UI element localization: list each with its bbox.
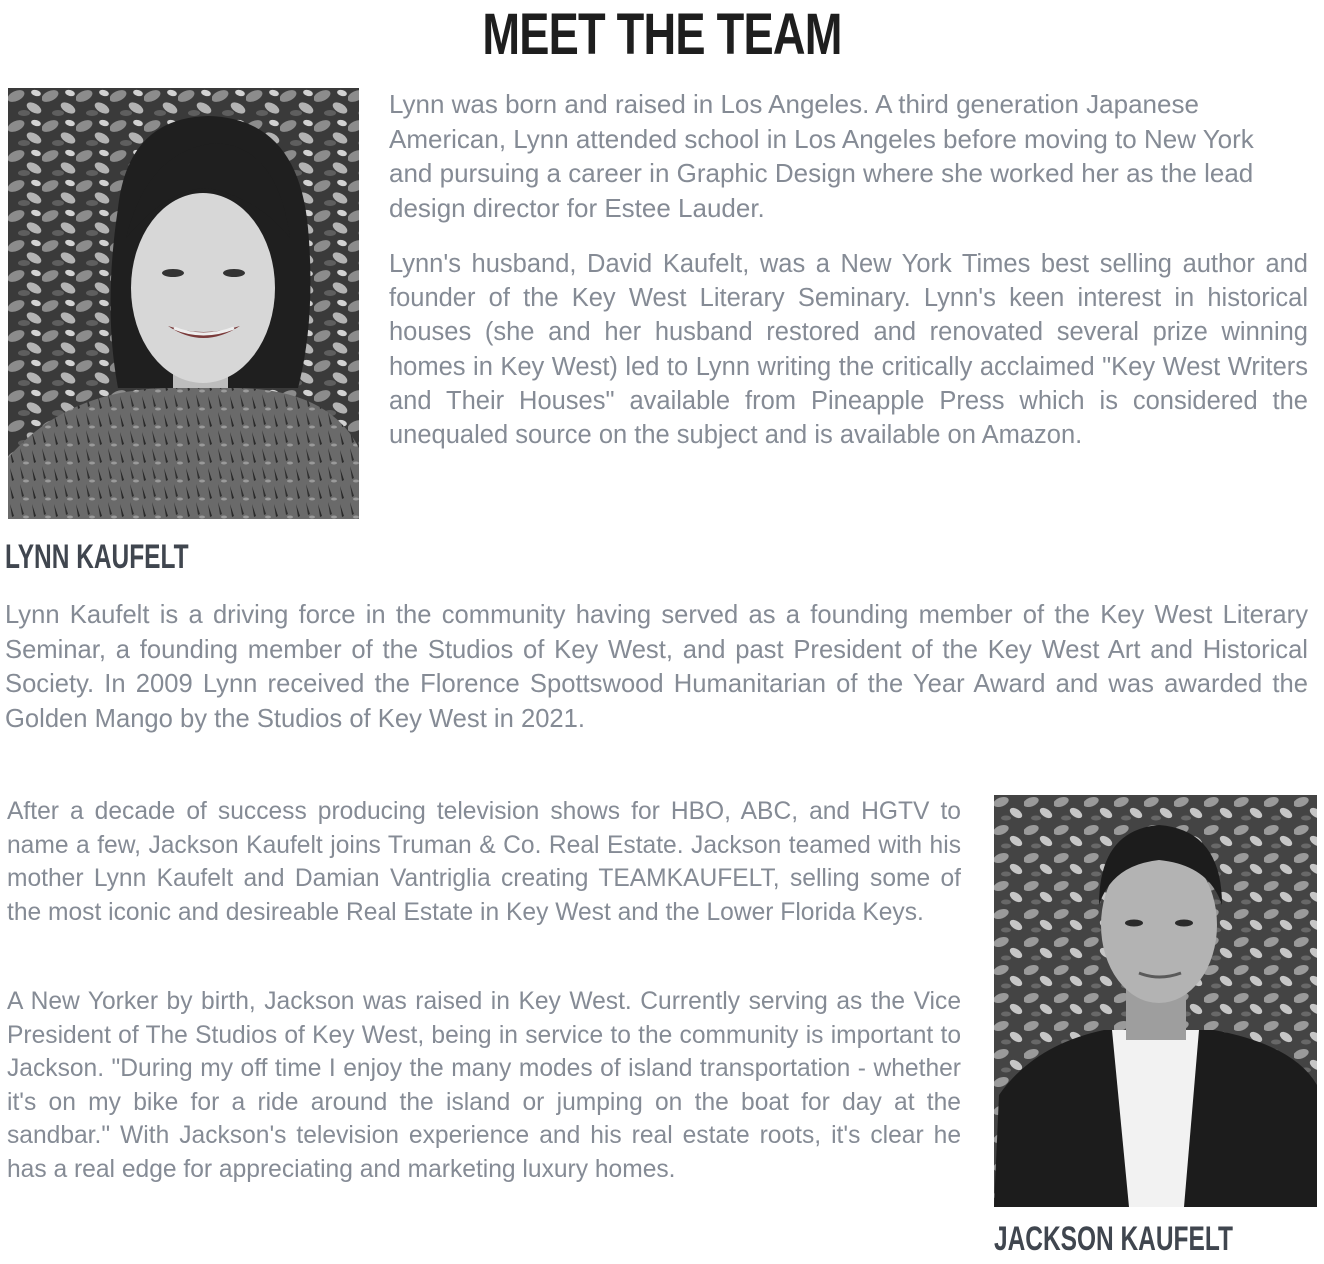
lynn-bio-paragraph-3: Lynn Kaufelt is a driving force in the community having served as a founding member of the Key West Literary Seminar, a founding member of the Studios of Key West, and past President of the Key West Art and Historical Society. In 2009 Lynn received the Florence Spottswood Humanitarian of the Year Award and was awarded the Golden Mango by the Studios of Key West in 2021. (5, 601, 1308, 733)
jackson-bio-paragraph-2: A New Yorker by birth, Jackson was raised in Key West. Currently serving as the Vice President of The Studios of Key West, being in service to the community is important to Jackson. "During my off time I enjoy the many modes of island transportation - whether it's on my bike for a ride around the island or jumping on the boat for day at the sandbar." With Jackson's television experience and his real estate roots, it's clear he has a real edge for appreciating and marketing luxury homes. (7, 988, 961, 1183)
jackson-portrait-image (994, 795, 1317, 1207)
jackson-name: JACKSON KAUFELT (994, 1220, 1233, 1258)
lynn-bio-paragraph-1: Lynn was born and raised in Los Angeles. A third generation Japanese American, Lynn attended school in Los Angeles before moving to New York and pursuing a career in Graphic Design where she worked her as the lead design director for Estee Lauder. (389, 89, 1254, 223)
lynn-portrait-image (8, 88, 359, 519)
jackson-portrait-photo (994, 795, 1317, 1207)
lynn-bio-paragraph-2: Lynn's husband, David Kaufelt, was a New York Times best selling author and founder of the Key West Literary Seminary. Lynn's keen interest in historical houses (she and her husband restored and renovated several prize winning homes in Key West) led to Lynn writing the critically acclaimed "Key West Writers and Their Houses" available from Pineapple Press which is considered the unequaled source on the subject and is available on Amazon. (389, 250, 1308, 450)
lynn-name: LYNN KAUFELT (5, 538, 189, 576)
page-title: MEET THE TEAM (482, 2, 842, 67)
lynn-portrait-photo (8, 88, 359, 519)
jackson-bio-paragraph-1: After a decade of success producing television shows for HBO, ABC, and HGTV to name a few, Jackson Kaufelt joins Truman & Co. Real Estate. Jackson teamed with his mother Lynn Kaufelt and Damian Vantriglia creating TEAMKAUFELT, selling some of the most iconic and desireable Real Estate in Key West and the Lower Florida Keys. (7, 798, 961, 926)
